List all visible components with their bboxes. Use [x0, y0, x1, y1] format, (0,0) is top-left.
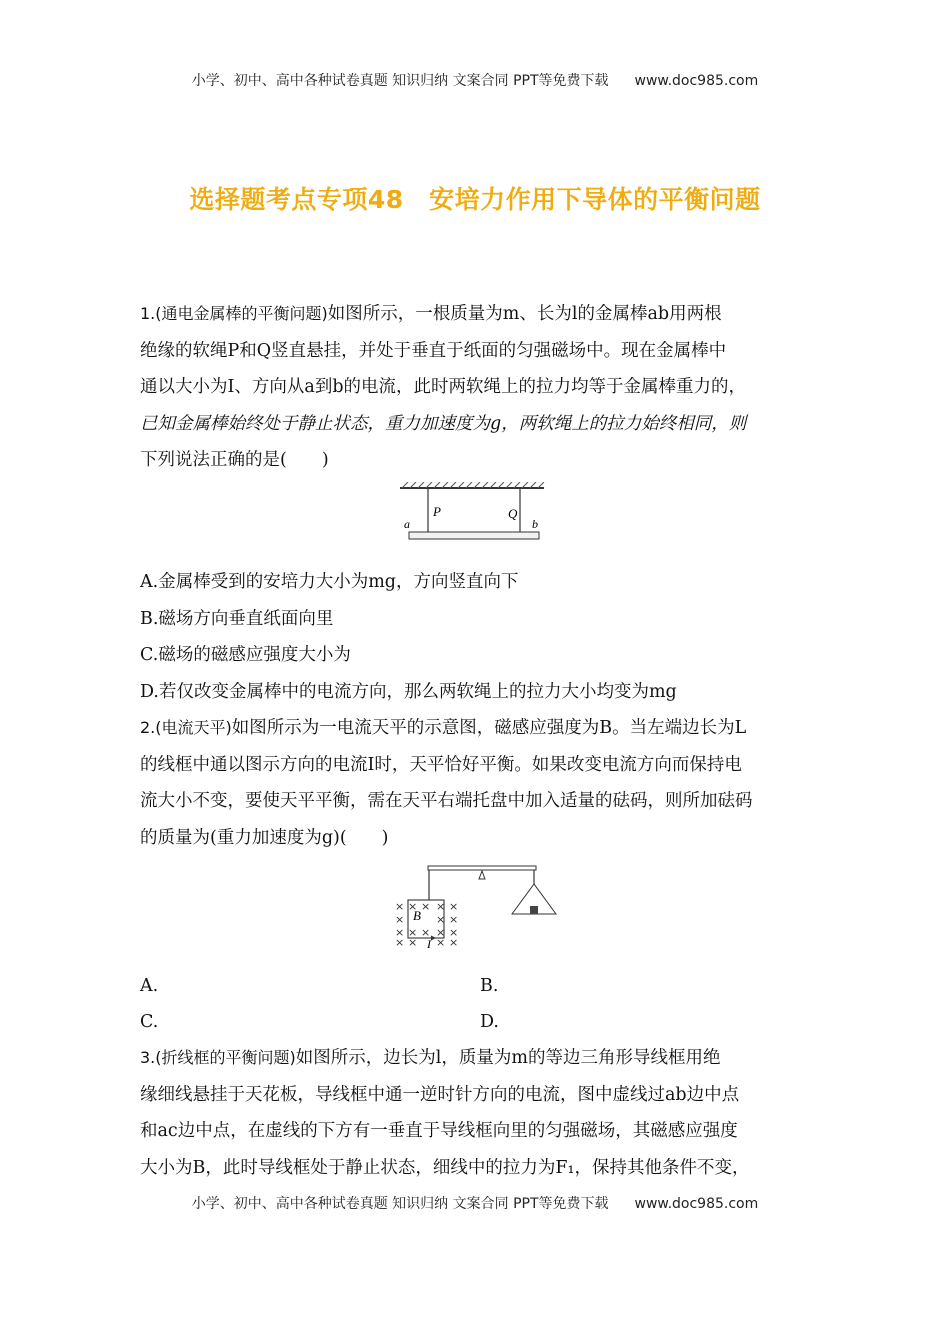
svg-text:×: ×: [436, 913, 446, 926]
fulcrum: [479, 871, 485, 879]
footer-text: 小学、初中、高中各种试卷真题 知识归纳 文案合同 PPT等免费下载: [191, 1196, 609, 1212]
question-1-option-c[interactable]: C.磁场的磁感应强度大小为: [140, 645, 351, 665]
label-b-field: B: [413, 908, 421, 923]
question-2-option-d[interactable]: D.: [480, 1012, 499, 1032]
svg-text:×: ×: [421, 926, 431, 939]
header-text: 小学、初中、高中各种试卷真题 知识归纳 文案合同 PPT等免费下载: [191, 73, 609, 89]
svg-text:×: ×: [395, 926, 405, 939]
question-2-option-c[interactable]: C.: [140, 1012, 159, 1032]
question-2-figure: [392, 862, 560, 950]
question-1-option-d[interactable]: D.若仅改变金属棒中的电流方向，那么两软绳上的拉力大小均变为mg: [140, 681, 677, 702]
question-2-option-b[interactable]: B.: [480, 976, 499, 996]
svg-text:×: ×: [436, 926, 446, 939]
question-3-line-4: 大小为B，此时导线框处于静止状态，细线中的拉力为F₁，保持其他条件不变，: [140, 1157, 750, 1178]
svg-text:×: ×: [395, 936, 405, 949]
label-b: b: [532, 517, 538, 531]
svg-text:×: ×: [436, 900, 446, 913]
question-3-line-2: 缘细线悬挂于天花板，导线框中通一逆时针方向的电流，图中虚线过ab边中点: [140, 1084, 740, 1105]
svg-text:×: ×: [449, 926, 459, 939]
svg-text:×: ×: [408, 900, 418, 913]
question-2-options: [140, 968, 820, 1040]
metal-rod: [409, 532, 539, 539]
label-q: Q: [508, 506, 518, 521]
question-2-option-a[interactable]: A.: [140, 976, 159, 996]
svg-text:×: ×: [436, 936, 446, 949]
header-site-link[interactable]: www.doc985.com: [634, 73, 759, 89]
question-1-tag: 1.(通电金属棒的平衡问题): [140, 304, 328, 323]
question-1-line-5: 下列说法正确的是( ): [140, 450, 329, 470]
question-2-line-1: 2.(电流天平)如图所示为一电流天平的示意图，磁感应强度为B。当左端边长为L: [140, 718, 747, 738]
question-1-text: [140, 296, 820, 479]
question-2-tag: 2.(电流天平): [140, 718, 232, 737]
svg-text:×: ×: [395, 913, 405, 926]
question-1-line-3: 通以大小为I、方向从a到b的电流，此时两软绳上的拉力均等于金属棒重力的，: [140, 377, 747, 397]
footer-site-link[interactable]: www.doc985.com: [634, 1196, 759, 1212]
weight-block: [530, 906, 538, 914]
question-3-line-3: 和ac边中点，在虚线的下方有一垂直于导线框向里的匀强磁场，其磁感应强度: [140, 1121, 738, 1141]
svg-text:×: ×: [408, 926, 418, 939]
question-3-line-1: 3.(折线框的平衡问题)如图所示，边长为l，质量为m的等边三角形导线框用绝: [140, 1048, 721, 1068]
question-2-text: [140, 710, 820, 856]
question-1-option-b[interactable]: B.磁场方向垂直纸面向里: [140, 608, 334, 629]
svg-text:×: ×: [449, 913, 459, 926]
svg-text:×: ×: [395, 900, 405, 913]
question-2-line-4: 的质量为(重力加速度为g)( ): [140, 827, 389, 848]
question-1-line-1: 1.(通电金属棒的平衡问题)如图所示，一根质量为m、长为l的金属棒ab用两根: [140, 304, 722, 324]
question-1-option-a[interactable]: A.金属棒受到的安培力大小为mg，方向竖直向下: [140, 572, 519, 592]
svg-text:×: ×: [408, 936, 418, 949]
question-2-line-3: 流大小不变，要使天平平衡，需在天平右端托盘中加入适量的砝码，则所加砝码: [140, 791, 753, 811]
svg-text:×: ×: [449, 900, 459, 913]
page-title: 选择题考点专项48 安培力作用下导体的平衡问题: [189, 185, 761, 214]
question-1-figure: [396, 482, 548, 544]
page-footer: [0, 1193, 950, 1213]
question-1-line-2: 绝缘的软绳P和Q竖直悬挂，并处于垂直于纸面的匀强磁场中。现在金属棒中: [140, 340, 727, 361]
question-2-line-2: 的线框中通以图示方向的电流I时，天平恰好平衡。如果改变电流方向而保持电: [140, 754, 742, 775]
svg-text:×: ×: [449, 936, 459, 949]
question-3-tag: 3.(折线框的平衡问题): [140, 1048, 296, 1067]
label-p: P: [433, 504, 441, 519]
page-header: [0, 70, 950, 90]
balance-beam: [428, 866, 536, 870]
question-1-options: [140, 564, 820, 710]
question-3-text: [140, 1040, 820, 1186]
svg-text:×: ×: [421, 900, 431, 913]
question-1-line-4: 已知金属棒始终处于静止状态，重力加速度为g，两软绳上的拉力始终相同，则: [140, 413, 747, 434]
label-a: a: [404, 517, 410, 531]
label-i: I: [427, 937, 431, 950]
